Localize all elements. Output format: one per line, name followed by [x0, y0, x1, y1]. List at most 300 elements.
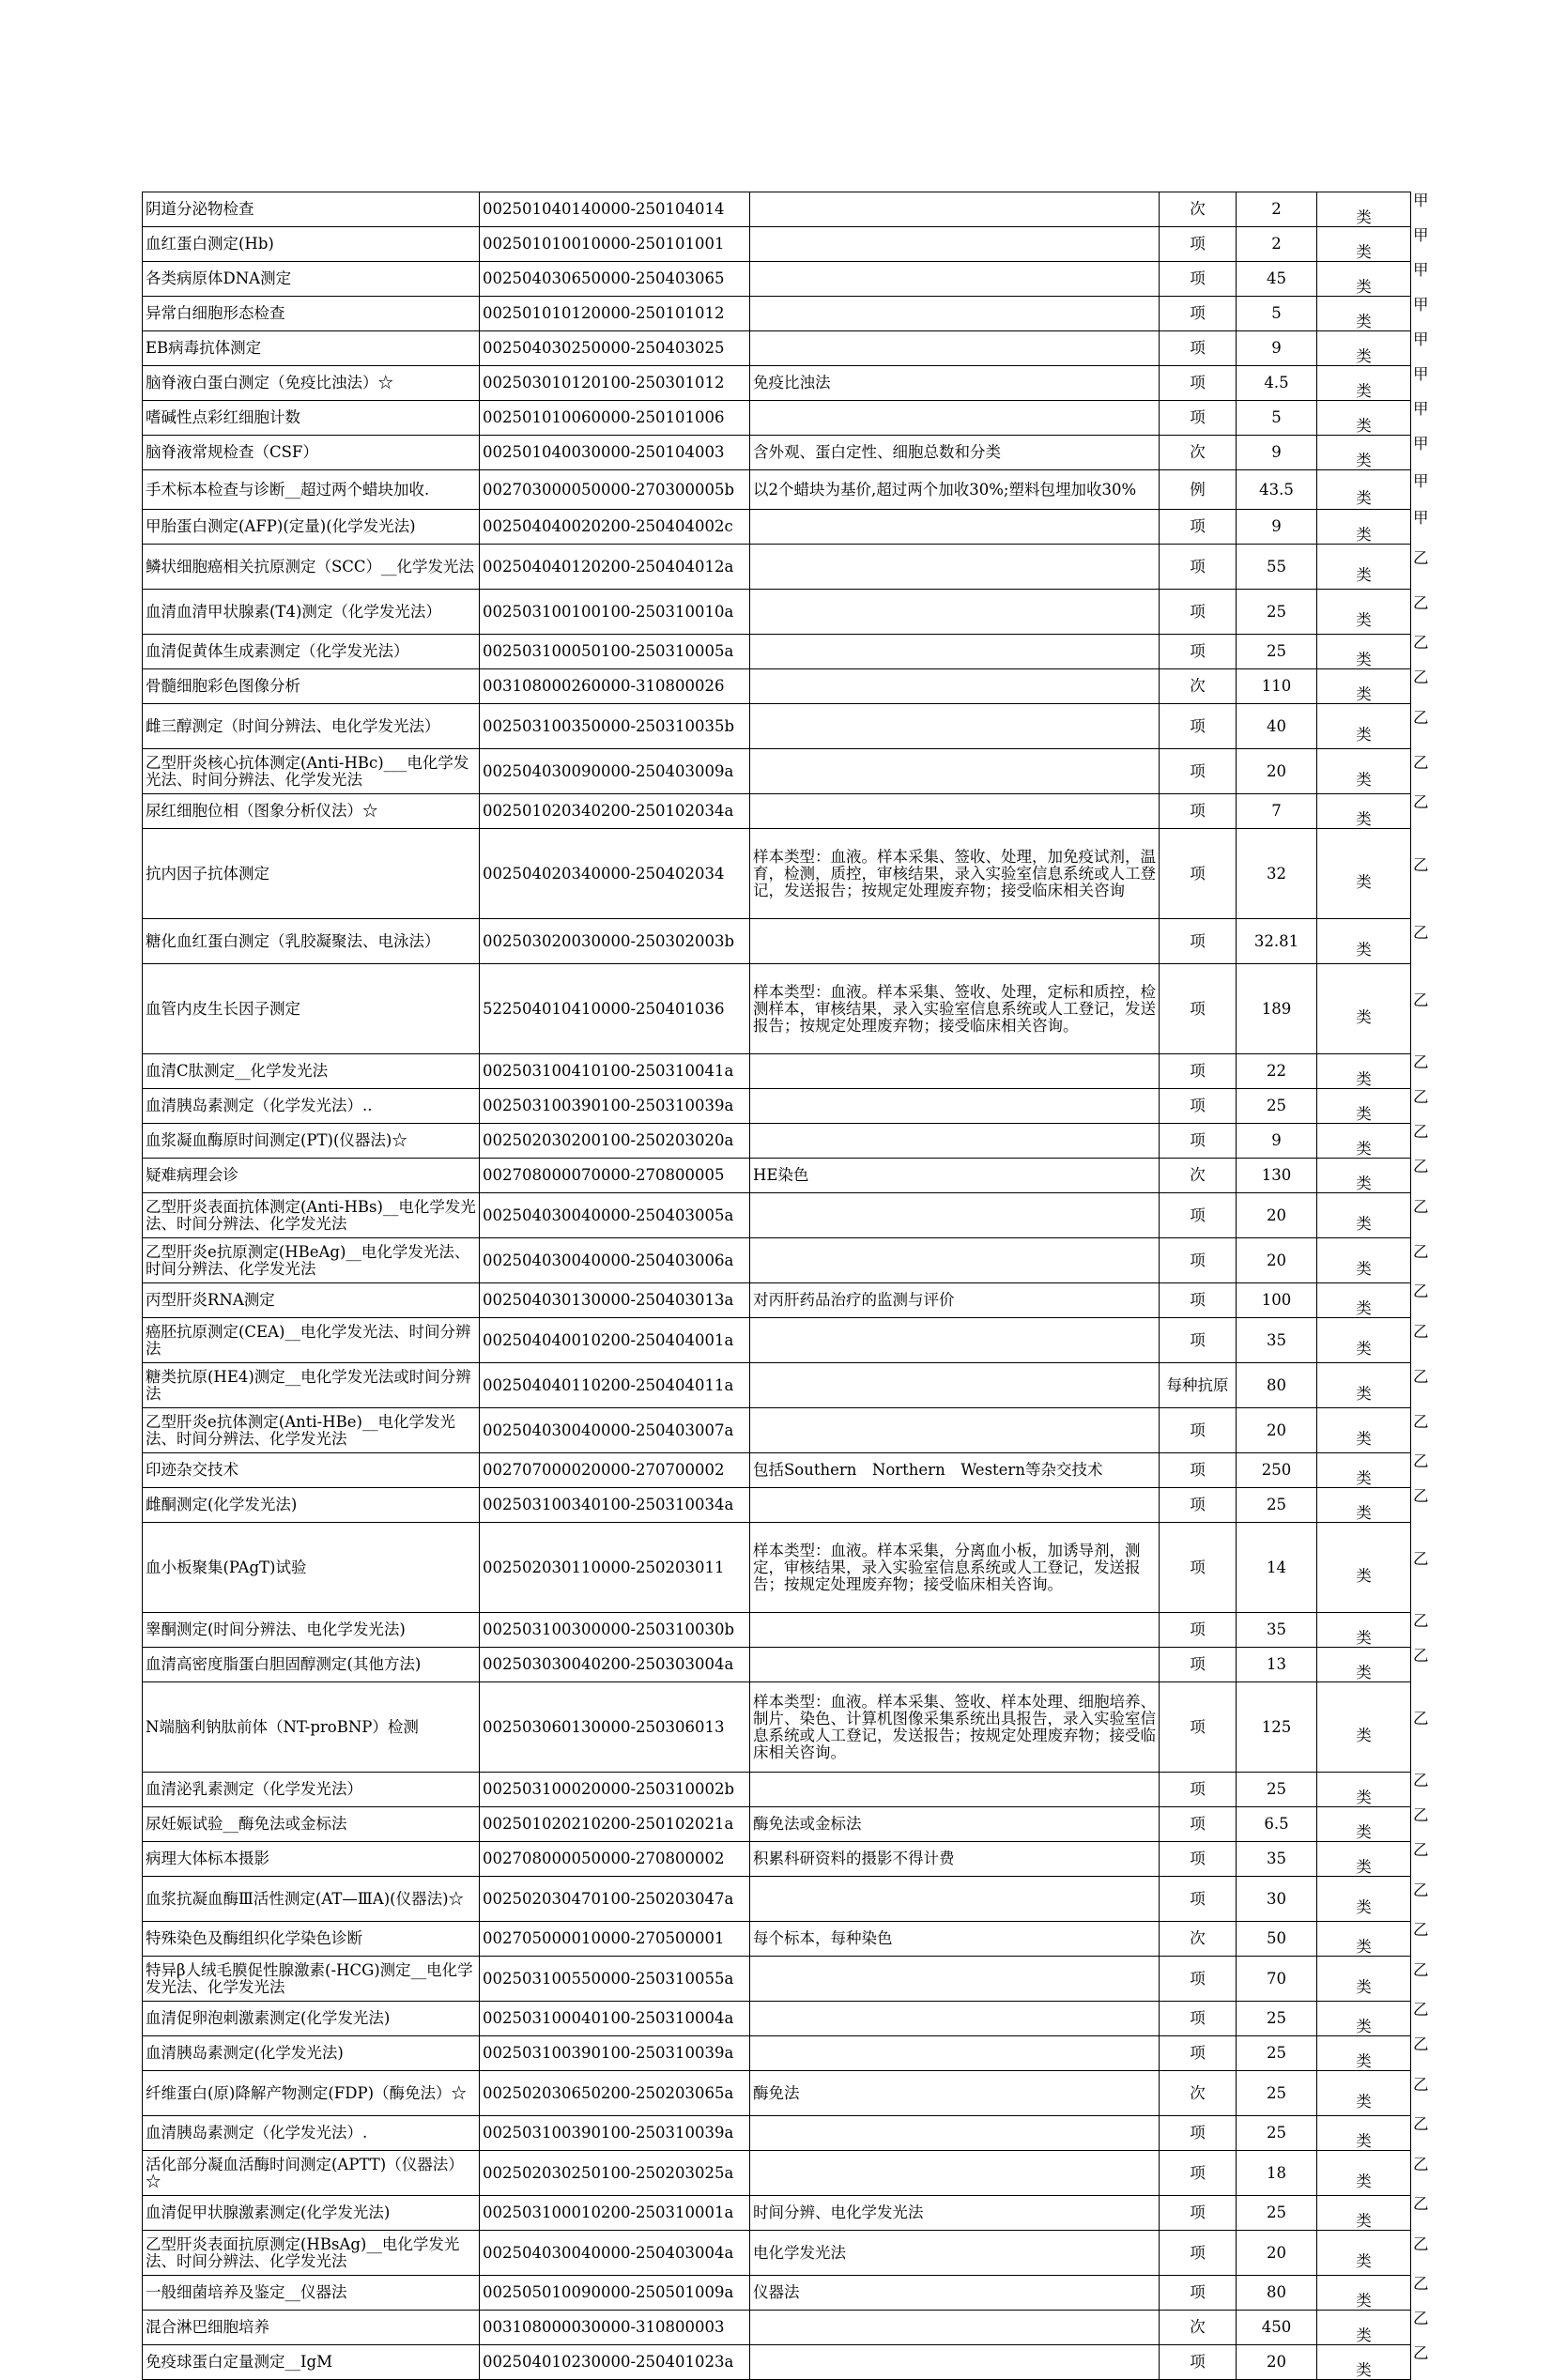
- item-class-cell: 甲类: [1317, 366, 1411, 401]
- item-note-cell: [750, 192, 1160, 227]
- item-code-cell: 002501020210200-250102021a: [480, 1807, 750, 1842]
- table-row: [143, 1193, 1411, 1238]
- table-row: [143, 669, 1411, 704]
- table-row: [143, 1124, 1411, 1159]
- item-class-cell: 乙类: [1317, 1807, 1411, 1842]
- table-row: [143, 401, 1411, 436]
- item-unit-cell: 项: [1160, 1283, 1237, 1318]
- item-name-cell: 血清促卵泡刺激素测定(化学发光法): [143, 2002, 480, 2036]
- item-unit-cell: 项: [1160, 1193, 1237, 1238]
- item-name-cell: 血小板聚集(PAgT)试验: [143, 1523, 480, 1613]
- item-name-cell: 血清泌乳素测定（化学发光法）: [143, 1773, 480, 1807]
- item-name-cell: 乙型肝炎e抗原测定(HBeAg)__电化学发光法、时间分辨法、化学发光法: [143, 1238, 480, 1283]
- item-note-cell: [750, 1613, 1160, 1648]
- item-unit-cell: 项: [1160, 401, 1237, 436]
- item-name-cell: 各类病原体DNA测定: [143, 262, 480, 297]
- item-note-cell: [750, 704, 1160, 749]
- item-class-cell: 乙类: [1317, 1648, 1411, 1682]
- item-price-cell: 25: [1237, 2116, 1317, 2151]
- item-price-cell: 130: [1237, 1159, 1317, 1193]
- item-name-cell: 血清胰岛素测定（化学发光法）..: [143, 1089, 480, 1124]
- item-price-cell: 25: [1237, 635, 1317, 669]
- item-class-cell: 乙类: [1317, 1842, 1411, 1877]
- item-price-cell: 80: [1237, 1363, 1317, 1408]
- table-row: [143, 1648, 1411, 1682]
- item-price-cell: 20: [1237, 2231, 1317, 2276]
- item-name-cell: 病理大体标本摄影: [143, 1842, 480, 1877]
- item-unit-cell: 项: [1160, 829, 1237, 919]
- item-code-cell: 002503060130000-250306013: [480, 1682, 750, 1773]
- item-class-cell: 乙类: [1317, 704, 1411, 749]
- item-note-cell: [750, 2345, 1160, 2380]
- item-price-cell: 22: [1237, 1054, 1317, 1089]
- item-note-cell: [750, 1648, 1160, 1682]
- item-note-cell: [750, 262, 1160, 297]
- item-name-cell: 异常白细胞形态检查: [143, 297, 480, 331]
- table-row: [143, 1807, 1411, 1842]
- item-price-cell: 25: [1237, 1773, 1317, 1807]
- item-price-cell: 2: [1237, 192, 1317, 227]
- item-code-cell: 002503100100100-250310010a: [480, 590, 750, 635]
- table-row: [143, 1159, 1411, 1193]
- item-price-cell: 25: [1237, 1089, 1317, 1124]
- item-price-cell: 20: [1237, 2345, 1317, 2380]
- item-note-cell: [750, 794, 1160, 829]
- item-class-cell: 乙类: [1317, 1453, 1411, 1488]
- item-unit-cell: 项: [1160, 1238, 1237, 1283]
- item-code-cell: 002504030250000-250403025: [480, 331, 750, 366]
- item-code-cell: 002503100340100-250310034a: [480, 1488, 750, 1523]
- item-price-cell: 9: [1237, 436, 1317, 470]
- table-row: [143, 2345, 1411, 2380]
- item-unit-cell: 项: [1160, 366, 1237, 401]
- item-note-cell: [750, 1877, 1160, 1922]
- table-row: [143, 510, 1411, 545]
- item-code-cell: 002505010090000-250501009a: [480, 2276, 750, 2311]
- item-name-cell: 混合淋巴细胞培养: [143, 2311, 480, 2345]
- item-note-cell: 时间分辨、电化学发光法: [750, 2196, 1160, 2231]
- item-class-cell: 甲类: [1317, 192, 1411, 227]
- item-note-cell: [750, 331, 1160, 366]
- item-class-cell: 乙类: [1317, 1682, 1411, 1773]
- item-price-cell: 35: [1237, 1613, 1317, 1648]
- item-code-cell: 002502030110000-250203011: [480, 1523, 750, 1613]
- item-unit-cell: 项: [1160, 262, 1237, 297]
- item-name-cell: 疑难病理会诊: [143, 1159, 480, 1193]
- item-code-cell: 002504020340000-250402034: [480, 829, 750, 919]
- item-note-cell: [750, 1488, 1160, 1523]
- table-row: [143, 829, 1411, 919]
- item-class-cell: 甲类: [1317, 227, 1411, 262]
- item-price-cell: 20: [1237, 1238, 1317, 1283]
- item-name-cell: 特殊染色及酶组织化学染色诊断: [143, 1922, 480, 1957]
- item-price-cell: 2: [1237, 227, 1317, 262]
- item-name-cell: 乙型肝炎表面抗体测定(Anti-HBs)__电化学发光法、时间分辨法、化学发光法: [143, 1193, 480, 1238]
- item-class-cell: 乙类: [1317, 2345, 1411, 2380]
- item-note-cell: HE染色: [750, 1159, 1160, 1193]
- table-row: [143, 749, 1411, 794]
- item-code-cell: 002503100390100-250310039a: [480, 2036, 750, 2071]
- item-class-cell: 乙类: [1317, 964, 1411, 1054]
- item-code-cell: 002705000010000-270500001: [480, 1922, 750, 1957]
- item-name-cell: 鳞状细胞癌相关抗原测定（SCC）__化学发光法: [143, 545, 480, 590]
- item-price-cell: 25: [1237, 1488, 1317, 1523]
- item-price-cell: 9: [1237, 1124, 1317, 1159]
- item-class-cell: 乙类: [1317, 2196, 1411, 2231]
- item-class-cell: 乙类: [1317, 1363, 1411, 1408]
- item-unit-cell: 项: [1160, 545, 1237, 590]
- item-class-cell: 乙类: [1317, 1089, 1411, 1124]
- item-unit-cell: 项: [1160, 1648, 1237, 1682]
- item-code-cell: 002503100550000-250310055a: [480, 1957, 750, 2002]
- item-price-cell: 5: [1237, 401, 1317, 436]
- item-code-cell: 002504040010200-250404001a: [480, 1318, 750, 1363]
- item-class-cell: 乙类: [1317, 1054, 1411, 1089]
- table-row: [143, 794, 1411, 829]
- item-unit-cell: 次: [1160, 669, 1237, 704]
- item-unit-cell: 项: [1160, 1613, 1237, 1648]
- item-unit-cell: 次: [1160, 2311, 1237, 2345]
- table-row: [143, 1488, 1411, 1523]
- item-price-cell: 13: [1237, 1648, 1317, 1682]
- item-class-cell: 乙类: [1317, 2071, 1411, 2116]
- item-class-cell: 乙类: [1317, 635, 1411, 669]
- item-price-cell: 18: [1237, 2151, 1317, 2196]
- item-note-cell: [750, 1773, 1160, 1807]
- item-unit-cell: 次: [1160, 1922, 1237, 1957]
- item-class-cell: 乙类: [1317, 1124, 1411, 1159]
- item-note-cell: 酶免法: [750, 2071, 1160, 2116]
- item-code-cell: 002504040110200-250404011a: [480, 1363, 750, 1408]
- item-price-cell: 40: [1237, 704, 1317, 749]
- item-class-cell: 甲类: [1317, 401, 1411, 436]
- item-price-cell: 55: [1237, 545, 1317, 590]
- item-note-cell: [750, 919, 1160, 964]
- table-row: [143, 2276, 1411, 2311]
- item-price-cell: 50: [1237, 1922, 1317, 1957]
- item-code-cell: 002503020030000-250302003b: [480, 919, 750, 964]
- item-price-cell: 4.5: [1237, 366, 1317, 401]
- item-name-cell: 睾酮测定(时间分辨法、电化学发光法): [143, 1613, 480, 1648]
- item-note-cell: 对丙肝药品治疗的监测与评价: [750, 1283, 1160, 1318]
- item-note-cell: [750, 590, 1160, 635]
- item-name-cell: 血清C肽测定__化学发光法: [143, 1054, 480, 1089]
- table-row: [143, 227, 1411, 262]
- item-code-cell: 002503100040100-250310004a: [480, 2002, 750, 2036]
- item-unit-cell: 次: [1160, 192, 1237, 227]
- item-code-cell: 002501010060000-250101006: [480, 401, 750, 436]
- item-note-cell: [750, 297, 1160, 331]
- item-note-cell: [750, 227, 1160, 262]
- item-unit-cell: 项: [1160, 2276, 1237, 2311]
- item-unit-cell: 项: [1160, 1523, 1237, 1613]
- item-price-cell: 189: [1237, 964, 1317, 1054]
- item-name-cell: 血清血清甲状腺素(T4)测定（化学发光法）: [143, 590, 480, 635]
- item-name-cell: 乙型肝炎e抗体测定(Anti-HBe)__电化学发光法、时间分辨法、化学发光法: [143, 1408, 480, 1453]
- item-code-cell: 002504030130000-250403013a: [480, 1283, 750, 1318]
- item-unit-cell: 例: [1160, 470, 1237, 510]
- item-class-cell: 乙类: [1317, 2276, 1411, 2311]
- table-row: [143, 262, 1411, 297]
- item-class-cell: 乙类: [1317, 1283, 1411, 1318]
- item-name-cell: 脑脊液常规检查（CSF）: [143, 436, 480, 470]
- item-note-cell: 样本类型：血液。样本采集、签收、处理，定标和质控，检测样本，审核结果，录入实验室信息系统或人工登记，发送报告；按规定处理废弃物；接受临床相关咨询。: [750, 964, 1160, 1054]
- item-class-cell: 乙类: [1317, 1613, 1411, 1648]
- item-class-cell: 乙类: [1317, 2231, 1411, 2276]
- table-row: [143, 1363, 1411, 1408]
- item-note-cell: [750, 2116, 1160, 2151]
- item-note-cell: [750, 1124, 1160, 1159]
- item-note-cell: [750, 2151, 1160, 2196]
- item-code-cell: 002501040140000-250104014: [480, 192, 750, 227]
- item-note-cell: [750, 669, 1160, 704]
- item-name-cell: 雌酮测定(化学发光法): [143, 1488, 480, 1523]
- item-name-cell: 一般细菌培养及鉴定__仪器法: [143, 2276, 480, 2311]
- item-class-cell: 乙类: [1317, 919, 1411, 964]
- table-row: [143, 2036, 1411, 2071]
- table-row: [143, 331, 1411, 366]
- item-unit-cell: 项: [1160, 2116, 1237, 2151]
- item-note-cell: 包括Southern Northern Western等杂交技术: [750, 1453, 1160, 1488]
- item-class-cell: 乙类: [1317, 1877, 1411, 1922]
- table-row: [143, 590, 1411, 635]
- item-class-cell: 乙类: [1317, 749, 1411, 794]
- table-row: [143, 1682, 1411, 1773]
- item-note-cell: [750, 1318, 1160, 1363]
- item-code-cell: 002504010230000-250401023a: [480, 2345, 750, 2380]
- table-row: [143, 192, 1411, 227]
- item-note-cell: 样本类型：血液。样本采集，分离血小板，加诱导剂，测定，审核结果，录入实验室信息系统或人工登记，发送报告；按规定处理废弃物；接受临床相关咨询。: [750, 1523, 1160, 1613]
- item-note-cell: 酶免法或金标法: [750, 1807, 1160, 1842]
- item-price-cell: 20: [1237, 1408, 1317, 1453]
- item-price-cell: 20: [1237, 1193, 1317, 1238]
- item-price-cell: 110: [1237, 669, 1317, 704]
- item-unit-cell: 项: [1160, 2231, 1237, 2276]
- item-name-cell: 活化部分凝血活酶时间测定(APTT)（仪器法）☆: [143, 2151, 480, 2196]
- item-name-cell: 免疫球蛋白定量测定__IgM: [143, 2345, 480, 2380]
- item-unit-cell: 项: [1160, 1807, 1237, 1842]
- item-unit-cell: 项: [1160, 1318, 1237, 1363]
- item-class-cell: 乙类: [1317, 829, 1411, 919]
- item-price-cell: 250: [1237, 1453, 1317, 1488]
- item-price-cell: 25: [1237, 2196, 1317, 2231]
- item-code-cell: 002502030650200-250203065a: [480, 2071, 750, 2116]
- item-unit-cell: 项: [1160, 749, 1237, 794]
- item-note-cell: [750, 1363, 1160, 1408]
- item-code-cell: 002503030040200-250303004a: [480, 1648, 750, 1682]
- item-name-cell: 纤维蛋白(原)降解产物测定(FDP)（酶免法）☆: [143, 2071, 480, 2116]
- item-code-cell: 002503010120100-250301012: [480, 366, 750, 401]
- item-code-cell: 003108000260000-310800026: [480, 669, 750, 704]
- item-class-cell: 乙类: [1317, 1773, 1411, 1807]
- item-name-cell: 糖化血红蛋白测定（乳胶凝聚法、电泳法）: [143, 919, 480, 964]
- table-row: [143, 1523, 1411, 1613]
- item-name-cell: 乙型肝炎表面抗原测定(HBsAg)__电化学发光法、时间分辨法、化学发光法: [143, 2231, 480, 2276]
- item-code-cell: 002504040120200-250404012a: [480, 545, 750, 590]
- item-note-cell: 样本类型：血液。样本采集、签收、处理，加免疫试剂，温育，检测，质控，审核结果，录入实验室信息系统或人工登记，发送报告；按规定处理废弃物；接受临床相关咨询: [750, 829, 1160, 919]
- item-name-cell: 血清高密度脂蛋白胆固醇测定(其他方法): [143, 1648, 480, 1682]
- table-row: [143, 1773, 1411, 1807]
- item-name-cell: 尿红细胞位相（图象分析仪法）☆: [143, 794, 480, 829]
- item-name-cell: 抗内因子抗体测定: [143, 829, 480, 919]
- item-price-cell: 30: [1237, 1877, 1317, 1922]
- table-row: [143, 470, 1411, 510]
- item-unit-cell: 项: [1160, 510, 1237, 545]
- table-row: [143, 1957, 1411, 2002]
- item-price-cell: 100: [1237, 1283, 1317, 1318]
- item-unit-cell: 项: [1160, 1957, 1237, 2002]
- item-name-cell: 脑脊液白蛋白测定（免疫比浊法）☆: [143, 366, 480, 401]
- table-row: [143, 919, 1411, 964]
- table-row: [143, 1922, 1411, 1957]
- item-price-cell: 7: [1237, 794, 1317, 829]
- item-note-cell: 仪器法: [750, 2276, 1160, 2311]
- item-note-cell: 样本类型：血液。样本采集、签收、样本处理、细胞培养、制片、染色、计算机图像采集系统出具报告，录入实验室信息系统或人工登记，发送报告；按规定处理废弃物；接受临床相关咨询。: [750, 1682, 1160, 1773]
- table-row: [143, 545, 1411, 590]
- item-code-cell: 002503100410100-250310041a: [480, 1054, 750, 1089]
- item-class-cell: 乙类: [1317, 1523, 1411, 1613]
- item-note-cell: [750, 545, 1160, 590]
- table-row: [143, 2071, 1411, 2116]
- item-price-cell: 80: [1237, 2276, 1317, 2311]
- item-unit-cell: 项: [1160, 1408, 1237, 1453]
- item-unit-cell: 次: [1160, 436, 1237, 470]
- item-unit-cell: 项: [1160, 1124, 1237, 1159]
- item-price-cell: 25: [1237, 2071, 1317, 2116]
- item-name-cell: 血浆抗凝血酶Ⅲ活性测定(AT—ⅢA)(仪器法)☆: [143, 1877, 480, 1922]
- item-price-cell: 70: [1237, 1957, 1317, 2002]
- item-class-cell: 乙类: [1317, 669, 1411, 704]
- item-name-cell: 血浆凝血酶原时间测定(PT)(仪器法)☆: [143, 1124, 480, 1159]
- item-note-cell: [750, 2036, 1160, 2071]
- item-unit-cell: 项: [1160, 964, 1237, 1054]
- item-name-cell: 血清促甲状腺激素测定(化学发光法): [143, 2196, 480, 2231]
- table-row: [143, 1283, 1411, 1318]
- item-unit-cell: 项: [1160, 704, 1237, 749]
- table-row: [143, 704, 1411, 749]
- item-code-cell: 002503100010200-250310001a: [480, 2196, 750, 2231]
- item-code-cell: 002501020340200-250102034a: [480, 794, 750, 829]
- item-name-cell: 印迹杂交技术: [143, 1453, 480, 1488]
- item-class-cell: 甲类: [1317, 470, 1411, 510]
- item-code-cell: 002502030250100-250203025a: [480, 2151, 750, 2196]
- item-price-cell: 9: [1237, 331, 1317, 366]
- item-code-cell: 002503100050100-250310005a: [480, 635, 750, 669]
- item-name-cell: 特异β人绒毛膜促性腺激素(-HCG)测定__电化学发光法、化学发光法: [143, 1957, 480, 2002]
- item-note-cell: [750, 1193, 1160, 1238]
- item-code-cell: 002504040020200-250404002c: [480, 510, 750, 545]
- item-note-cell: 电化学发光法: [750, 2231, 1160, 2276]
- item-code-cell: 002503100350000-250310035b: [480, 704, 750, 749]
- item-unit-cell: 项: [1160, 2002, 1237, 2036]
- item-class-cell: 甲类: [1317, 436, 1411, 470]
- table-row: [143, 1054, 1411, 1089]
- item-class-cell: 乙类: [1317, 1318, 1411, 1363]
- item-class-cell: 乙类: [1317, 1922, 1411, 1957]
- item-unit-cell: 项: [1160, 1842, 1237, 1877]
- item-note-cell: 含外观、蛋白定性、细胞总数和分类: [750, 436, 1160, 470]
- item-price-cell: 35: [1237, 1842, 1317, 1877]
- item-unit-cell: 项: [1160, 227, 1237, 262]
- item-unit-cell: 次: [1160, 1159, 1237, 1193]
- item-price-cell: 45: [1237, 262, 1317, 297]
- item-price-cell: 450: [1237, 2311, 1317, 2345]
- table-row: [143, 2231, 1411, 2276]
- item-note-cell: [750, 510, 1160, 545]
- item-class-cell: 乙类: [1317, 2036, 1411, 2071]
- item-price-cell: 32: [1237, 829, 1317, 919]
- item-price-cell: 35: [1237, 1318, 1317, 1363]
- item-note-cell: [750, 2002, 1160, 2036]
- item-name-cell: 手术标本检查与诊断__超过两个蜡块加收.: [143, 470, 480, 510]
- item-code-cell: 002501010120000-250101012: [480, 297, 750, 331]
- item-note-cell: 积累科研资料的摄影不得计费: [750, 1842, 1160, 1877]
- item-unit-cell: 每种抗原: [1160, 1363, 1237, 1408]
- item-note-cell: [750, 1054, 1160, 1089]
- item-class-cell: 乙类: [1317, 2116, 1411, 2151]
- table-row: [143, 297, 1411, 331]
- item-code-cell: 002703000050000-270300005b: [480, 470, 750, 510]
- item-note-cell: 以2个蜡块为基价,超过两个加收30%;塑料包埋加收30%: [750, 470, 1160, 510]
- table-row: [143, 1408, 1411, 1453]
- item-class-cell: 甲类: [1317, 331, 1411, 366]
- item-unit-cell: 项: [1160, 2196, 1237, 2231]
- item-code-cell: 002707000020000-270700002: [480, 1453, 750, 1488]
- item-price-cell: 20: [1237, 749, 1317, 794]
- item-note-cell: [750, 401, 1160, 436]
- item-code-cell: 002504030090000-250403009a: [480, 749, 750, 794]
- item-unit-cell: 项: [1160, 2151, 1237, 2196]
- item-name-cell: 血管内皮生长因子测定: [143, 964, 480, 1054]
- item-code-cell: 002504030040000-250403005a: [480, 1193, 750, 1238]
- item-unit-cell: 项: [1160, 635, 1237, 669]
- item-price-cell: 6.5: [1237, 1807, 1317, 1842]
- item-code-cell: 002503100020000-250310002b: [480, 1773, 750, 1807]
- item-name-cell: 尿妊娠试验__酶免法或金标法: [143, 1807, 480, 1842]
- item-unit-cell: 项: [1160, 1682, 1237, 1773]
- table-row: [143, 1318, 1411, 1363]
- item-note-cell: 每个标本，每种染色: [750, 1922, 1160, 1957]
- item-unit-cell: 项: [1160, 1089, 1237, 1124]
- item-note-cell: [750, 1089, 1160, 1124]
- item-price-cell: 9: [1237, 510, 1317, 545]
- item-price-cell: 25: [1237, 2002, 1317, 2036]
- item-name-cell: 血清胰岛素测定（化学发光法）.: [143, 2116, 480, 2151]
- item-name-cell: 糖类抗原(HE4)测定__电化学发光法或时间分辨法: [143, 1363, 480, 1408]
- table-row: [143, 2116, 1411, 2151]
- item-price-cell: 43.5: [1237, 470, 1317, 510]
- item-code-cell: 002504030650000-250403065: [480, 262, 750, 297]
- item-code-cell: 002503100390100-250310039a: [480, 2116, 750, 2151]
- item-unit-cell: 项: [1160, 590, 1237, 635]
- item-name-cell: EB病毒抗体测定: [143, 331, 480, 366]
- item-class-cell: 乙类: [1317, 1408, 1411, 1453]
- item-unit-cell: 项: [1160, 1877, 1237, 1922]
- item-name-cell: 雌三醇测定（时间分辨法、电化学发光法）: [143, 704, 480, 749]
- item-code-cell: 002504030040000-250403007a: [480, 1408, 750, 1453]
- item-unit-cell: 项: [1160, 2345, 1237, 2380]
- table-row: [143, 1089, 1411, 1124]
- item-unit-cell: 项: [1160, 2036, 1237, 2071]
- item-class-cell: 甲类: [1317, 297, 1411, 331]
- item-class-cell: 乙类: [1317, 2002, 1411, 2036]
- item-name-cell: 血清胰岛素测定(化学发光法): [143, 2036, 480, 2071]
- item-price-cell: 32.81: [1237, 919, 1317, 964]
- item-code-cell: 002503100390100-250310039a: [480, 1089, 750, 1124]
- item-name-cell: 血清促黄体生成素测定（化学发光法）: [143, 635, 480, 669]
- item-note-cell: [750, 1238, 1160, 1283]
- item-unit-cell: 项: [1160, 297, 1237, 331]
